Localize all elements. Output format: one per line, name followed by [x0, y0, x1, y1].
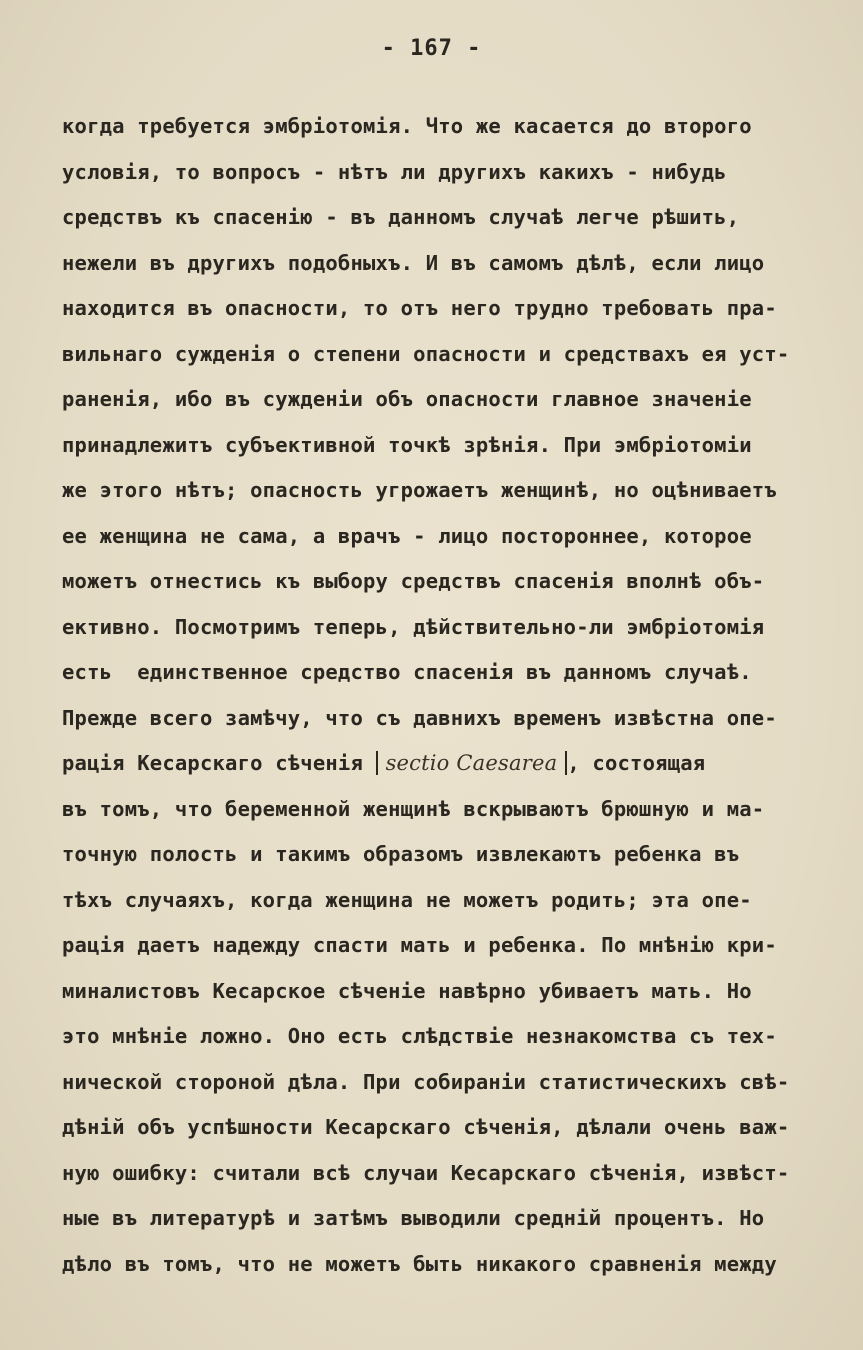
text-line: когда требуется эмбріотомія. Что же касается до второго	[62, 114, 752, 138]
text-line: нической стороной дѣла. При собираніи статистическихъ свѣ-	[62, 1069, 790, 1094]
text-line: дѣній объ успѣшности Кесарскаго сѣченія, дѣлали очень важ-	[62, 1115, 790, 1139]
text-line: ную ошибку: считали всѣ случаи Кесарскаго сѣченія, извѣст-	[62, 1160, 790, 1185]
text-line: ее женщина не сама, а врачъ - лицо постороннее, которое	[62, 523, 752, 548]
text-line: находится въ опасности, то отъ него трудно требовать пра-	[62, 296, 777, 320]
line-segment: , состоящая	[567, 751, 706, 775]
text-line: принадлежитъ субъективной точкѣ зрѣнія. При эмбріотоміи	[62, 432, 752, 457]
text-line: раненія, ибо въ сужденіи объ опасности главное значеніе	[62, 387, 752, 411]
text-line: Прежде всего замѣчу, что съ давнихъ временъ извѣстна опе-	[62, 705, 777, 730]
text-line: средствъ къ спасенію - въ данномъ случаѣ легче рѣшить,	[62, 205, 740, 229]
text-line: тѣхъ случаяхъ, когда женщина не можетъ родить; эта опе-	[62, 887, 752, 912]
text-line-with-latin-term	[62, 741, 852, 787]
line-segment: рація Кесарскаго сѣченія	[62, 751, 376, 775]
handwritten-latin-term: sectio Caesarea	[376, 751, 568, 775]
text-line: точную полость и такимъ образомъ извлекаютъ ребенка въ	[62, 842, 740, 866]
text-line: это мнѣніе ложно. Оно есть слѣдствіе незнакомства съ тех-	[62, 1024, 777, 1048]
text-line: ные въ литературѣ и затѣмъ выводили средній процентъ. Но	[62, 1206, 765, 1230]
text-line: вильнаго сужденія о степени опасности и средствахъ ея уст-	[62, 341, 790, 366]
text-line: можетъ отнестись къ выбору средствъ спасенія вполнѣ объ-	[62, 569, 765, 593]
text-line: въ томъ, что беременной женщинѣ вскрываютъ брюшную и ма-	[62, 796, 765, 821]
text-line: же этого нѣтъ; опасность угрожаетъ женщинѣ, но оцѣниваетъ	[62, 478, 777, 502]
text-line: рація даетъ надежду спасти мать и ребенка. По мнѣнію кри-	[62, 933, 777, 957]
text-line: есть единственное средство спасенія въ данномъ случаѣ.	[62, 660, 752, 684]
page-number: - 167 -	[381, 36, 482, 61]
text-line: миналистовъ Кесарское сѣченіе навѣрно убиваетъ мать. Но	[62, 978, 752, 1003]
body-text	[62, 104, 852, 1287]
text-line: условія, то вопросъ - нѣтъ ли другихъ какихъ - нибудь	[62, 159, 727, 184]
text-line: ективно. Посмотримъ теперь, дѣйствительно-ли эмбріотомія	[62, 614, 765, 639]
text-line: нежели въ другихъ подобныхъ. И въ самомъ дѣлѣ, если лицо	[62, 250, 765, 275]
text-line: дѣло въ томъ, что не можетъ быть никакого сравненія между	[62, 1251, 777, 1276]
